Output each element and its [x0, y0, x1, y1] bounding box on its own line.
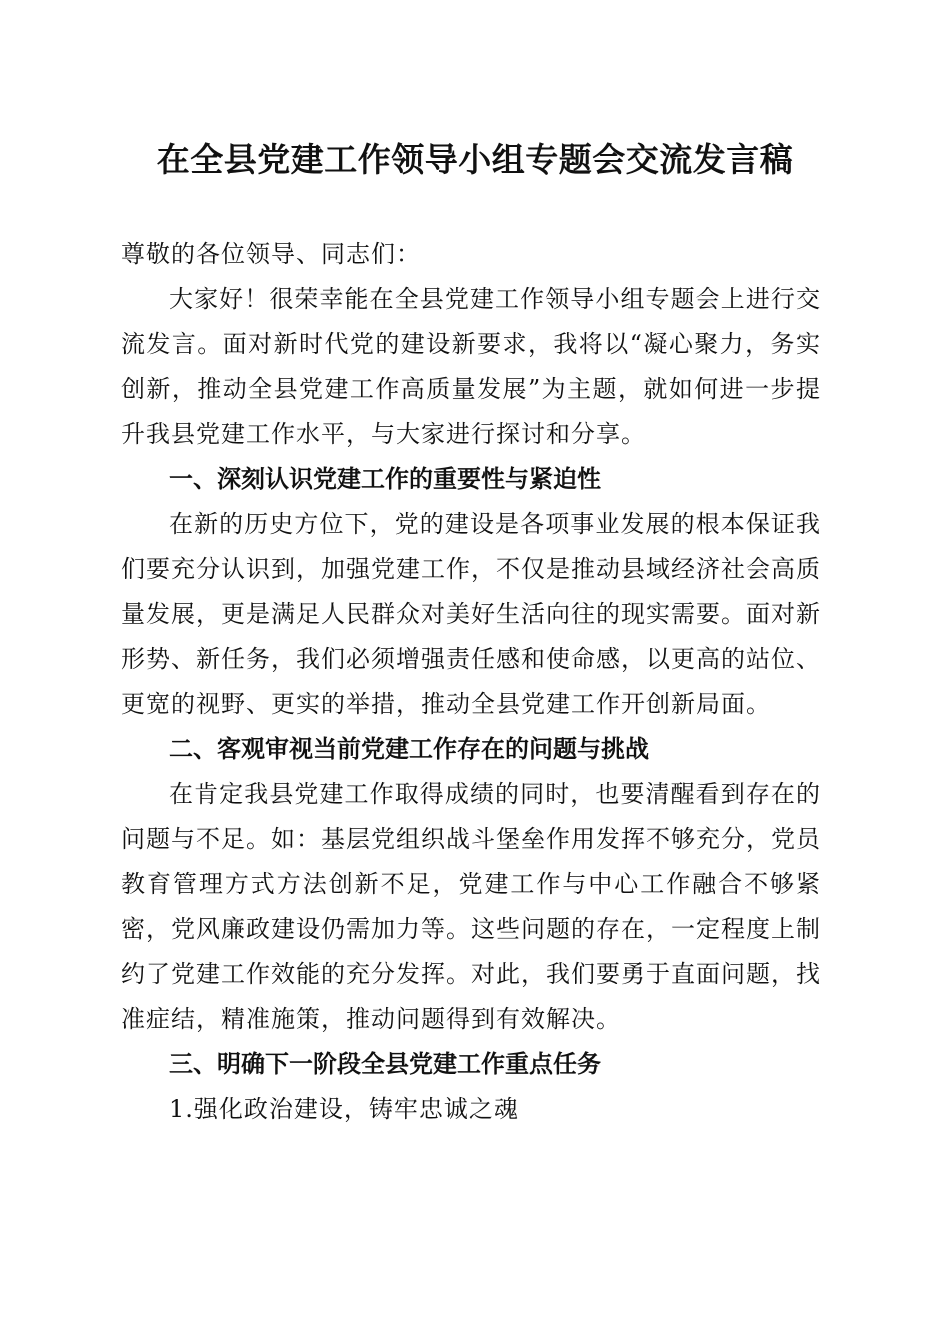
- section-1-heading: 一、深刻认识党建工作的重要性与紧迫性: [169, 465, 601, 493]
- section-2-paragraph: 在肯定我县党建工作取得成绩的同时，也要清醒看到存在的问题与不足。如：基层党组织战斗堡垒作用发挥不够充分，党员教育管理方式方法创新不足，党建工作与中心工作融合不够紧密，党风廉政建设仍需加力等。这些问题的存在，一定程度上制约了党建工作效能的充分发挥。对此，我们要勇于直面问题，找准症结，精准施策，推动问题得到有效解决。: [121, 780, 821, 1033]
- document-title: 在全县党建工作领导小组专题会交流发言稿: [156, 140, 794, 179]
- section-2-heading: 二、客观审视当前党建工作存在的问题与挑战: [169, 735, 649, 763]
- section-3-heading: 三、明确下一阶段全县党建工作重点任务: [169, 1050, 601, 1078]
- section-3-item-1: 1.强化政治建设，铸牢忠诚之魂: [169, 1095, 519, 1123]
- document-body: [121, 232, 821, 1132]
- intro-paragraph: 大家好！很荣幸能在全县党建工作领导小组专题会上进行交流发言。面对新时代党的建设新要求，我将以“凝心聚力，务实创新，推动全县党建工作高质量发展”为主题，就如何进一步提升我县党建工作水平，与大家进行探讨和分享。: [121, 285, 821, 448]
- salutation: 尊敬的各位领导、同志们：: [121, 240, 421, 268]
- section-1-paragraph: 在新的历史方位下，党的建设是各项事业发展的根本保证我们要充分认识到，加强党建工作，不仅是推动县域经济社会高质量发展，更是满足人民群众对美好生活向往的现实需要。面对新形势、新任务，我们必须增强责任感和使命感，以更高的站位、更宽的视野、更实的举措，推动全县党建工作开创新局面。: [121, 510, 821, 718]
